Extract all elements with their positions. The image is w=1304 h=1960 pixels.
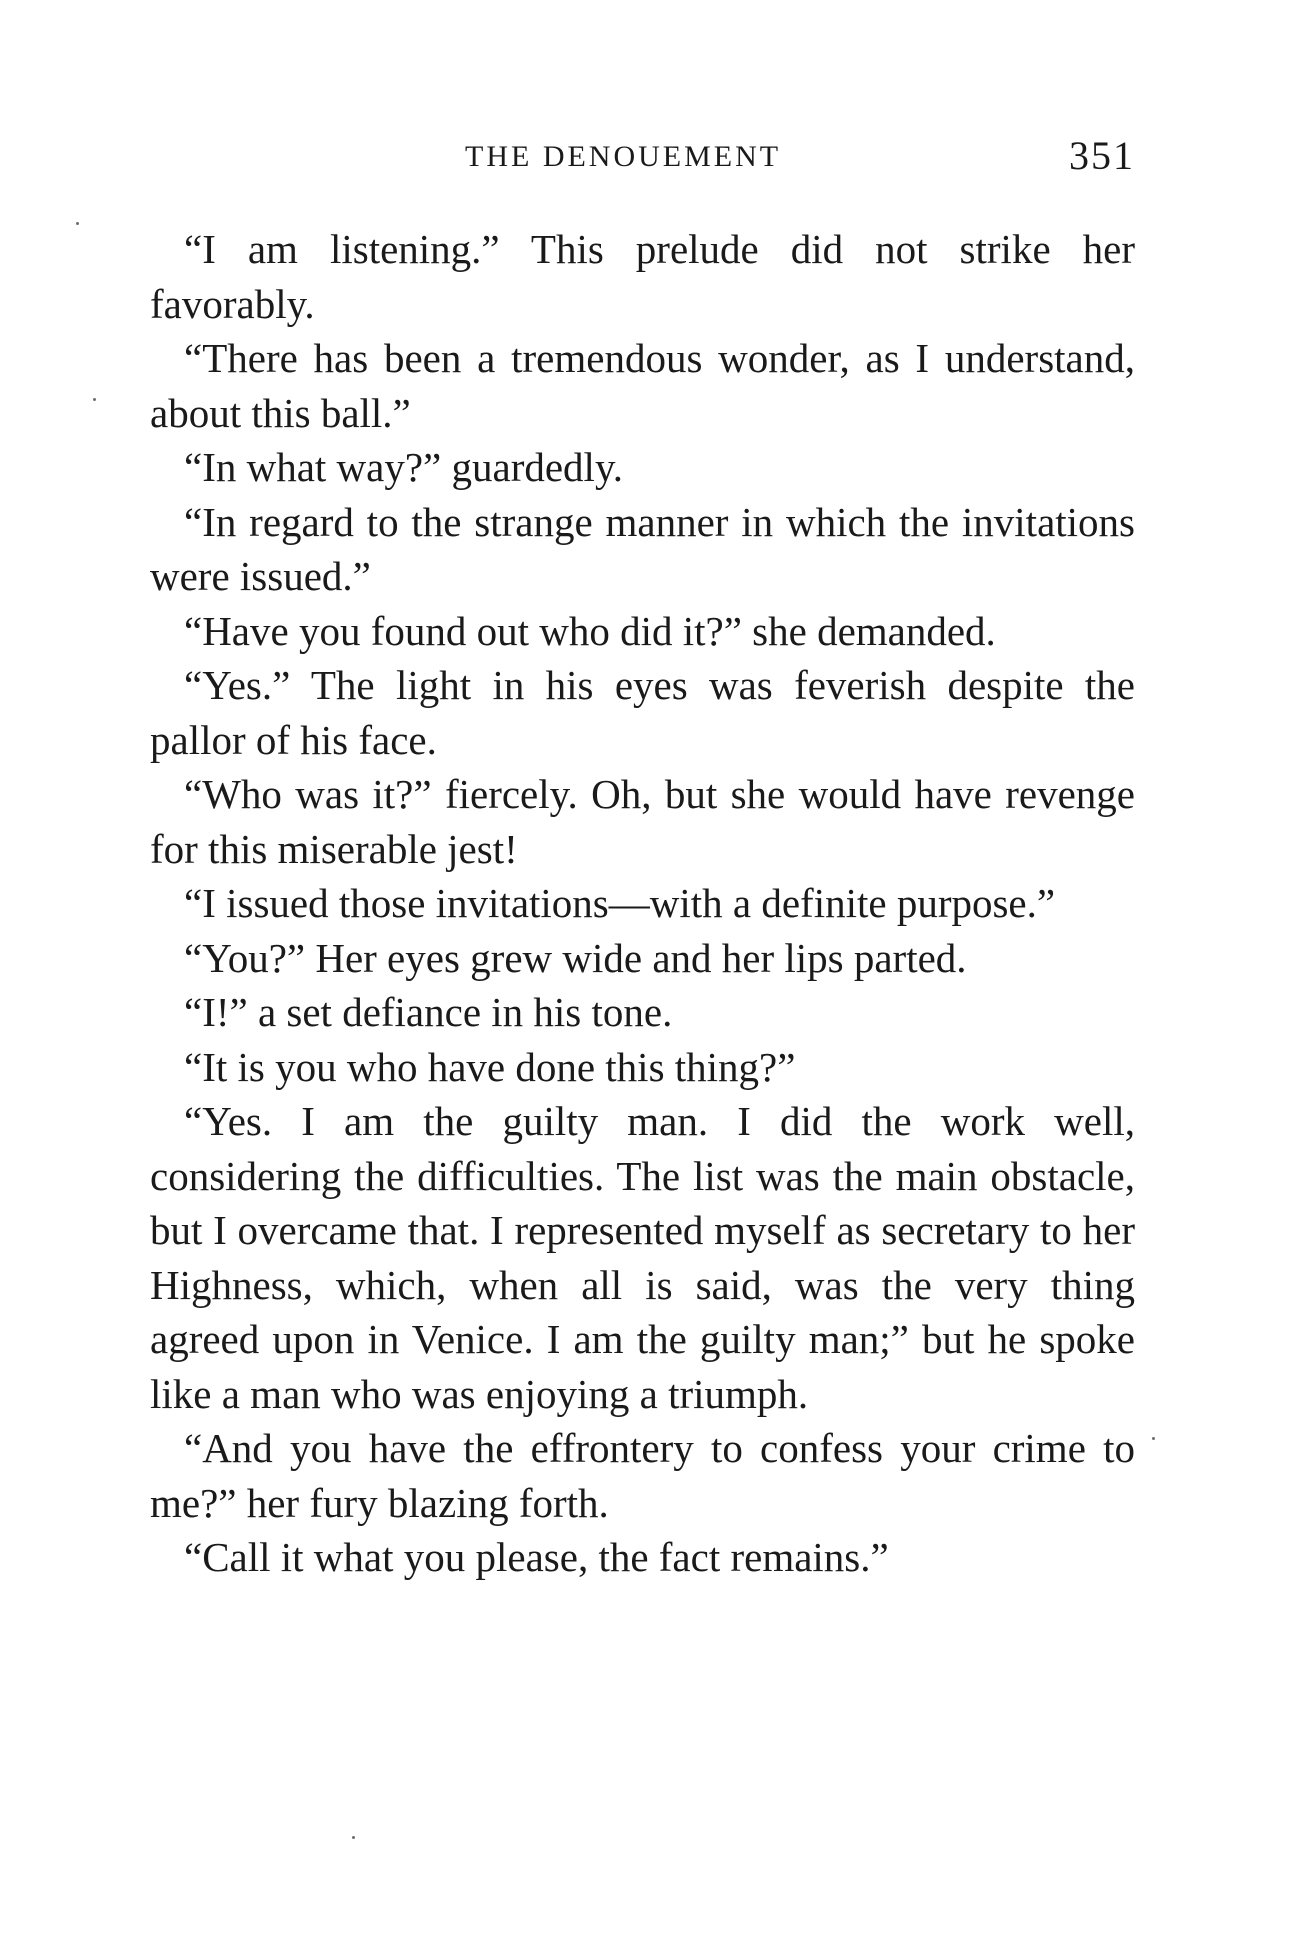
- paragraph: “In what way?” guardedly.: [184, 444, 624, 490]
- paragraph: “Yes. I am the guilty man. I did the work well, considering the difficulties. The list was the main obstacle, but I overcame that. I represented myself as secretary to her Highness, which, when all is said, was the very thing agreed upon in Venice. I am the guilty man;” but he spoke like a man who was enjoying a triumph.: [150, 1098, 1135, 1417]
- scan-speck: [76, 222, 79, 225]
- paragraph: “Have you found out who did it?” she demanded.: [184, 607, 996, 654]
- chapter-title: THE DENOUEMENT: [465, 140, 782, 173]
- scan-speck: [1152, 1437, 1155, 1440]
- paragraph: “It is you who have done this thing?”: [184, 1043, 796, 1090]
- body-text: [150, 222, 1135, 1585]
- paragraph: “Who was it?” fiercely. Oh, but she would have revenge for this miserable jest!: [150, 771, 1135, 872]
- paragraph: “You?” Her eyes grew wide and her lips parted.: [184, 934, 967, 981]
- paragraph: “I!” a set defiance in his tone.: [184, 989, 673, 1035]
- paragraph: “Yes.” The light in his eyes was feverish despite the pallor of his face.: [150, 662, 1135, 763]
- scan-speck: [352, 1836, 355, 1839]
- paragraph: “And you have the effrontery to confess your crime to me?” her fury blazing forth.: [150, 1425, 1135, 1526]
- paragraph: “I am listening.” This prelude did not strike her favorably.: [150, 226, 1135, 327]
- paragraph: “Call it what you please, the fact remains.”: [184, 1534, 889, 1580]
- paragraph: “In regard to the strange manner in which the invitations were issued.”: [150, 498, 1135, 599]
- page-number: 351: [1069, 133, 1135, 178]
- paragraph: “I issued those invitations—with a definite purpose.”: [184, 880, 1056, 926]
- running-head: [150, 132, 1135, 182]
- scan-speck: [93, 398, 96, 401]
- paragraph: “There has been a tremendous wonder, as I understand, about this ball.”: [150, 335, 1135, 436]
